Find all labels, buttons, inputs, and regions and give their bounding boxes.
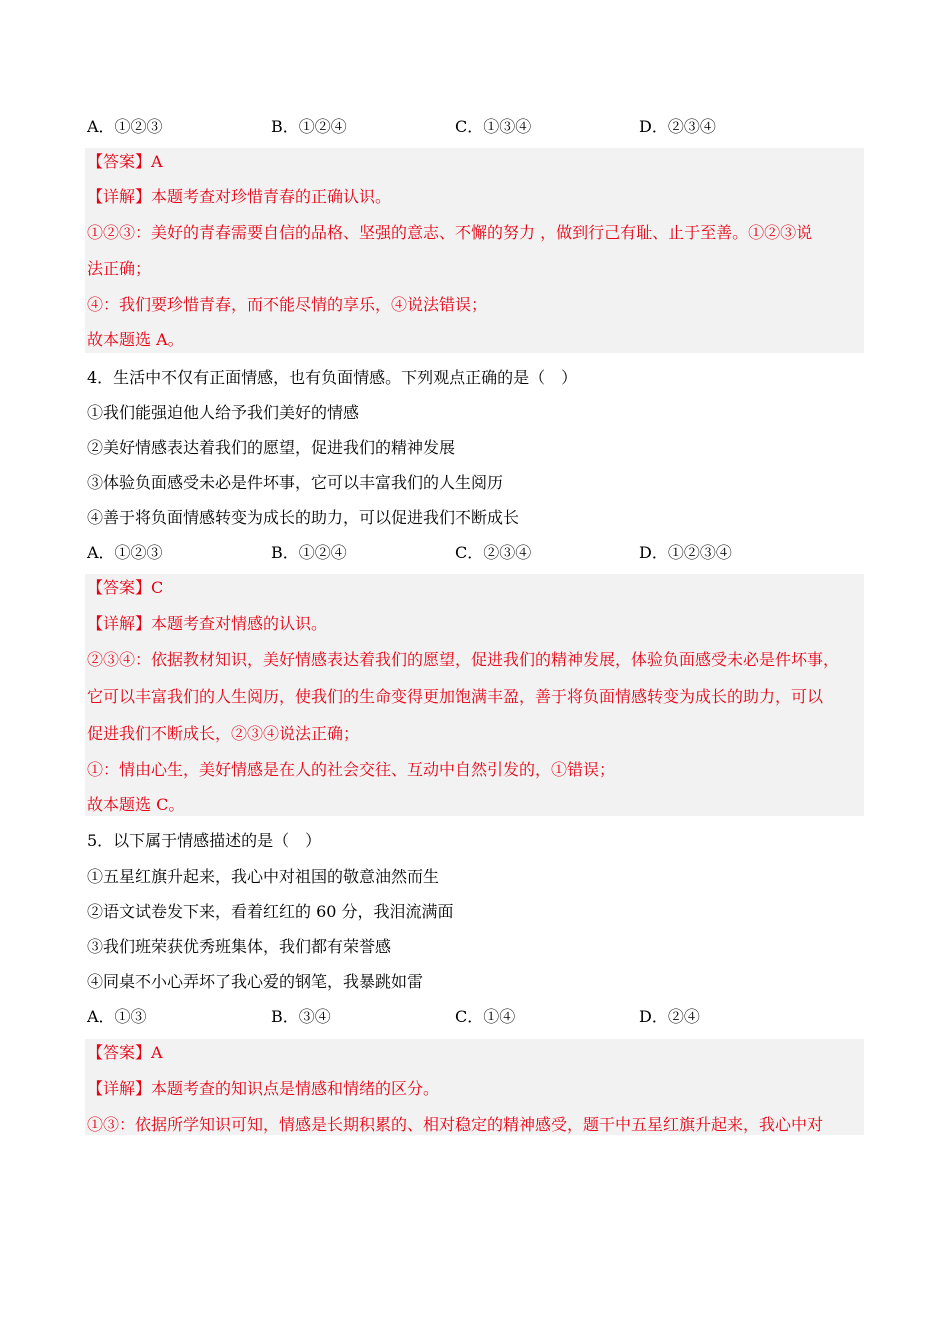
q4-statement: ③体验负面感受未必是件坏事，它可以丰富我们的人生阅历 [87, 473, 504, 492]
answer-value: C [151, 578, 164, 597]
detail-label: 【详解】 [87, 1079, 152, 1098]
q3-detail [87, 179, 391, 214]
q3-option-a: A．①②③ [87, 117, 163, 136]
q3-option-b: B．①②④ [271, 117, 347, 136]
q3-analysis-line: ④：我们要珍惜青春，而不能尽情的享乐，④说法错误； [87, 295, 488, 314]
answer-value: A [151, 1043, 163, 1062]
q4-statement: ①我们能强迫他人给予我们美好的情感 [87, 403, 360, 422]
q4-analysis-line: 促进我们不断成长，②③④说法正确； [87, 724, 360, 743]
q3-options [87, 109, 867, 144]
q4-statement: ②美好情感表达着我们的愿望，促进我们的精神发展 [87, 438, 456, 457]
q4-answer [87, 570, 163, 605]
q5-detail [87, 1071, 439, 1106]
detail-label: 【详解】 [87, 614, 152, 633]
q4-answer-box [85, 574, 864, 816]
answer-label: 【答案】 [87, 578, 152, 597]
q4-stem: 4．生活中不仅有正面情感，也有负面情感。下列观点正确的是（ ） [87, 368, 578, 387]
q5-analysis-line: ①③：依据所学知识可知，情感是长期积累的、相对稳定的精神感受，题干中五星红旗升起来，我心中对 [87, 1115, 824, 1134]
detail-intro: 本题考查的知识点是情感和情绪的区分。 [151, 1079, 440, 1098]
q3-answer [87, 144, 163, 179]
answer-label: 【答案】 [87, 152, 152, 171]
q3-option-d: D．②③④ [639, 117, 716, 136]
detail-intro: 本题考查对情感的认识。 [151, 614, 328, 633]
answer-label: 【答案】 [87, 1043, 152, 1062]
q4-option-d: D．①②③④ [639, 543, 732, 562]
q5-answer [87, 1035, 163, 1070]
q5-answer-box [85, 1039, 864, 1135]
detail-intro: 本题考查对珍惜青春的正确认识。 [151, 187, 392, 206]
q3-analysis-line: 法正确； [87, 259, 152, 278]
q4-conclusion: 故本题选 C。 [87, 795, 185, 814]
q5-stem: 5．以下属于情感描述的是（ ） [87, 831, 322, 850]
q4-option-a: A．①②③ [87, 543, 163, 562]
q3-analysis-line: ①②③：美好的青春需要自信的品格、坚强的意志、不懈的努力 ，做到行己有耻、止于至善。①②③说 [87, 223, 813, 242]
q5-statement: ④同桌不小心弄坏了我心爱的钢笔，我暴跳如雷 [87, 972, 424, 991]
q5-option-a: A．①③ [87, 1007, 147, 1026]
q4-analysis-line: ②③④：依据教材知识，美好情感表达着我们的愿望，促进我们的精神发展，体验负面感受未必是件坏事， [87, 650, 840, 669]
q4-analysis-line: ①：情由心生，美好情感是在人的社会交往、互动中自然引发的，①错误； [87, 760, 616, 779]
q5-statement: ①五星红旗升起来，我心中对祖国的敬意油然而生 [87, 867, 440, 886]
q3-option-c: C．①③④ [455, 117, 532, 136]
q5-option-c: C．①④ [455, 1007, 516, 1026]
q3-answer-box [85, 148, 864, 353]
q4-options [87, 535, 867, 570]
q5-option-b: B．③④ [271, 1007, 331, 1026]
q4-option-b: B．①②④ [271, 543, 347, 562]
q4-detail [87, 606, 327, 641]
q3-conclusion: 故本题选 A。 [87, 330, 184, 349]
q4-statement: ④善于将负面情感转变为成长的助力，可以促进我们不断成长 [87, 508, 520, 527]
detail-label: 【详解】 [87, 187, 152, 206]
q4-analysis-line: 它可以丰富我们的人生阅历，使我们的生命变得更加饱满丰盈，善于将负面情感转变为成长的助力，可以 [87, 687, 824, 706]
q4-option-c: C．②③④ [455, 543, 532, 562]
q5-statement: ②语文试卷发下来，看着红红的 60 分，我泪流满面 [87, 902, 454, 921]
q5-options [87, 999, 867, 1034]
answer-value: A [151, 152, 163, 171]
q5-statement: ③我们班荣获优秀班集体，我们都有荣誉感 [87, 937, 392, 956]
q5-option-d: D．②④ [639, 1007, 700, 1026]
